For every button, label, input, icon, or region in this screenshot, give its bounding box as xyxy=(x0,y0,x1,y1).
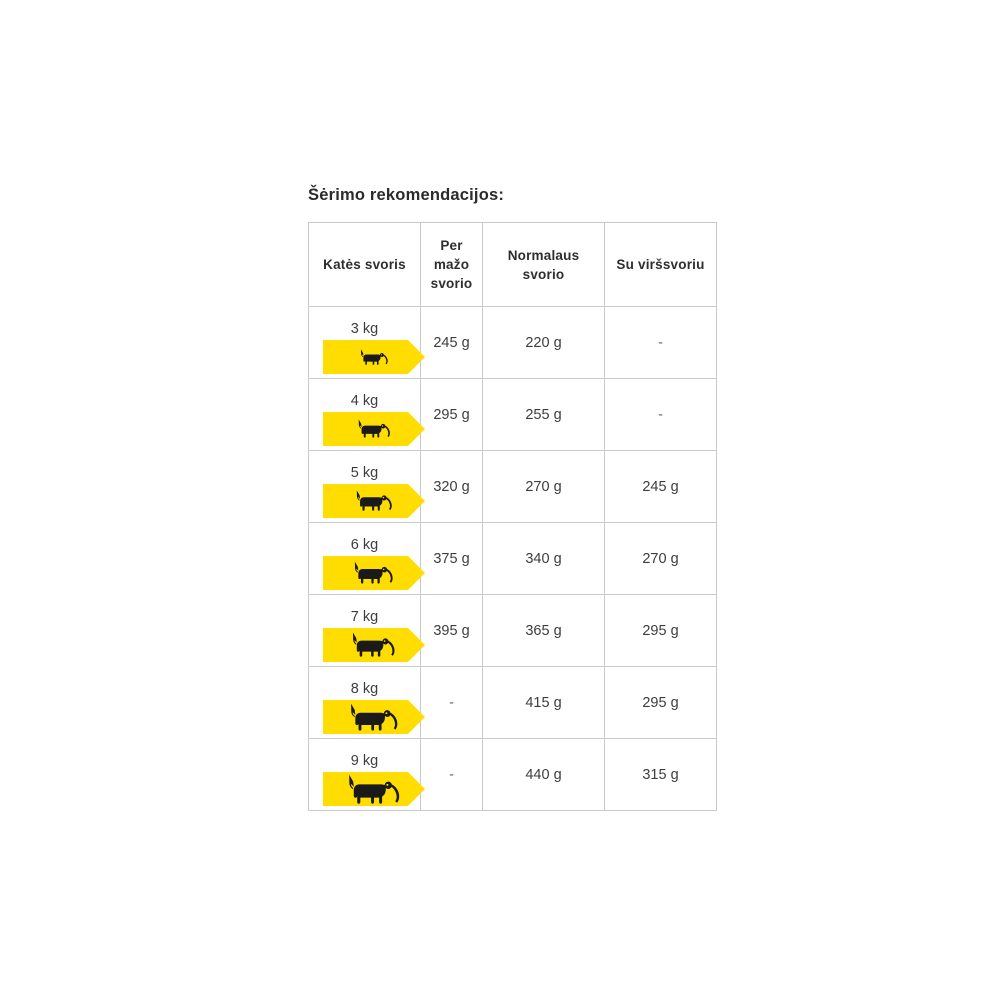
arrow-shape xyxy=(323,556,425,590)
cat-icon xyxy=(358,419,391,438)
cat-icon xyxy=(354,561,394,584)
overweight-value: - xyxy=(658,334,663,351)
cat-weight-label: 9 kg xyxy=(350,752,379,769)
overweight-cell xyxy=(605,523,717,595)
normal-weight-cell xyxy=(483,595,605,667)
underweight-cell xyxy=(421,739,483,811)
arrow-shape xyxy=(323,700,425,734)
weight-indicator-arrow xyxy=(323,340,416,374)
feeding-table xyxy=(308,222,717,811)
table-row xyxy=(309,523,717,595)
cat-icon xyxy=(356,490,393,511)
underweight-cell xyxy=(421,451,483,523)
underweight-value: 320 g xyxy=(433,478,470,495)
cat-icon xyxy=(348,774,401,804)
underweight-value: - xyxy=(449,766,454,783)
normal-weight-cell xyxy=(483,739,605,811)
overweight-cell xyxy=(605,595,717,667)
table-row xyxy=(309,595,717,667)
cat-icon xyxy=(350,703,399,731)
underweight-value: 375 g xyxy=(433,550,470,567)
table-row xyxy=(309,739,717,811)
cat-weight-cell xyxy=(309,595,421,667)
overweight-cell xyxy=(605,667,717,739)
column-header-cat-weight: Katės svoris xyxy=(309,223,421,307)
cat-weight-label: 7 kg xyxy=(350,608,379,625)
normal-weight-value: 365 g xyxy=(525,622,562,639)
underweight-cell xyxy=(421,307,483,379)
underweight-value: 245 g xyxy=(433,334,470,351)
table-header-row xyxy=(309,223,717,307)
normal-weight-value: 415 g xyxy=(525,694,562,711)
normal-weight-cell xyxy=(483,667,605,739)
table-header xyxy=(309,223,717,307)
arrow-shape xyxy=(323,412,425,446)
cat-weight-cell xyxy=(309,451,421,523)
overweight-cell xyxy=(605,307,717,379)
normal-weight-cell xyxy=(483,379,605,451)
overweight-value: 245 g xyxy=(642,478,679,495)
normal-weight-value: 270 g xyxy=(525,478,562,495)
normal-weight-value: 340 g xyxy=(525,550,562,567)
underweight-cell xyxy=(421,523,483,595)
underweight-value: - xyxy=(449,694,454,711)
table-row xyxy=(309,307,717,379)
underweight-cell xyxy=(421,379,483,451)
table-body xyxy=(309,307,717,811)
arrow-shape xyxy=(323,340,425,374)
cat-icon xyxy=(352,632,396,657)
cat-weight-cell xyxy=(309,667,421,739)
cat-weight-cell xyxy=(309,379,421,451)
underweight-value: 295 g xyxy=(433,406,470,423)
normal-weight-value: 440 g xyxy=(525,766,562,783)
cat-weight-label: 8 kg xyxy=(350,680,379,697)
arrow-shape xyxy=(323,772,425,806)
cat-weight-cell xyxy=(309,523,421,595)
overweight-value: 270 g xyxy=(642,550,679,567)
column-header-normal-weight: Normalaus svorio xyxy=(483,223,605,307)
cat-weight-label: 6 kg xyxy=(350,536,379,553)
weight-indicator-arrow xyxy=(323,412,416,446)
cat-weight-cell xyxy=(309,307,421,379)
weight-indicator-arrow xyxy=(323,484,416,518)
overweight-cell xyxy=(605,739,717,811)
table-row xyxy=(309,667,717,739)
normal-weight-value: 255 g xyxy=(525,406,562,423)
overweight-value: 295 g xyxy=(642,694,679,711)
overweight-value: 315 g xyxy=(642,766,679,783)
underweight-value: 395 g xyxy=(433,622,470,639)
overweight-value: - xyxy=(658,406,663,423)
underweight-cell xyxy=(421,595,483,667)
normal-weight-cell xyxy=(483,451,605,523)
arrow-shape xyxy=(323,484,425,518)
column-header-underweight: Per mažo svorio xyxy=(421,223,483,307)
normal-weight-cell xyxy=(483,307,605,379)
weight-indicator-arrow xyxy=(323,628,416,662)
table-row xyxy=(309,451,717,523)
overweight-cell xyxy=(605,379,717,451)
table-row xyxy=(309,379,717,451)
overweight-value: 295 g xyxy=(642,622,679,639)
underweight-cell xyxy=(421,667,483,739)
cat-weight-cell xyxy=(309,739,421,811)
cat-icon xyxy=(360,349,389,365)
column-header-overweight: Su viršsvoriu xyxy=(605,223,717,307)
overweight-cell xyxy=(605,451,717,523)
feeding-recommendations-panel xyxy=(308,186,718,811)
normal-weight-value: 220 g xyxy=(525,334,562,351)
arrow-shape xyxy=(323,628,425,662)
page-title: Šėrimo rekomendacijos: xyxy=(308,186,505,204)
cat-weight-label: 3 kg xyxy=(350,320,379,337)
weight-indicator-arrow xyxy=(323,556,416,590)
weight-indicator-arrow xyxy=(323,772,416,806)
normal-weight-cell xyxy=(483,523,605,595)
weight-indicator-arrow xyxy=(323,700,416,734)
cat-weight-label: 4 kg xyxy=(350,392,379,409)
cat-weight-label: 5 kg xyxy=(350,464,379,481)
